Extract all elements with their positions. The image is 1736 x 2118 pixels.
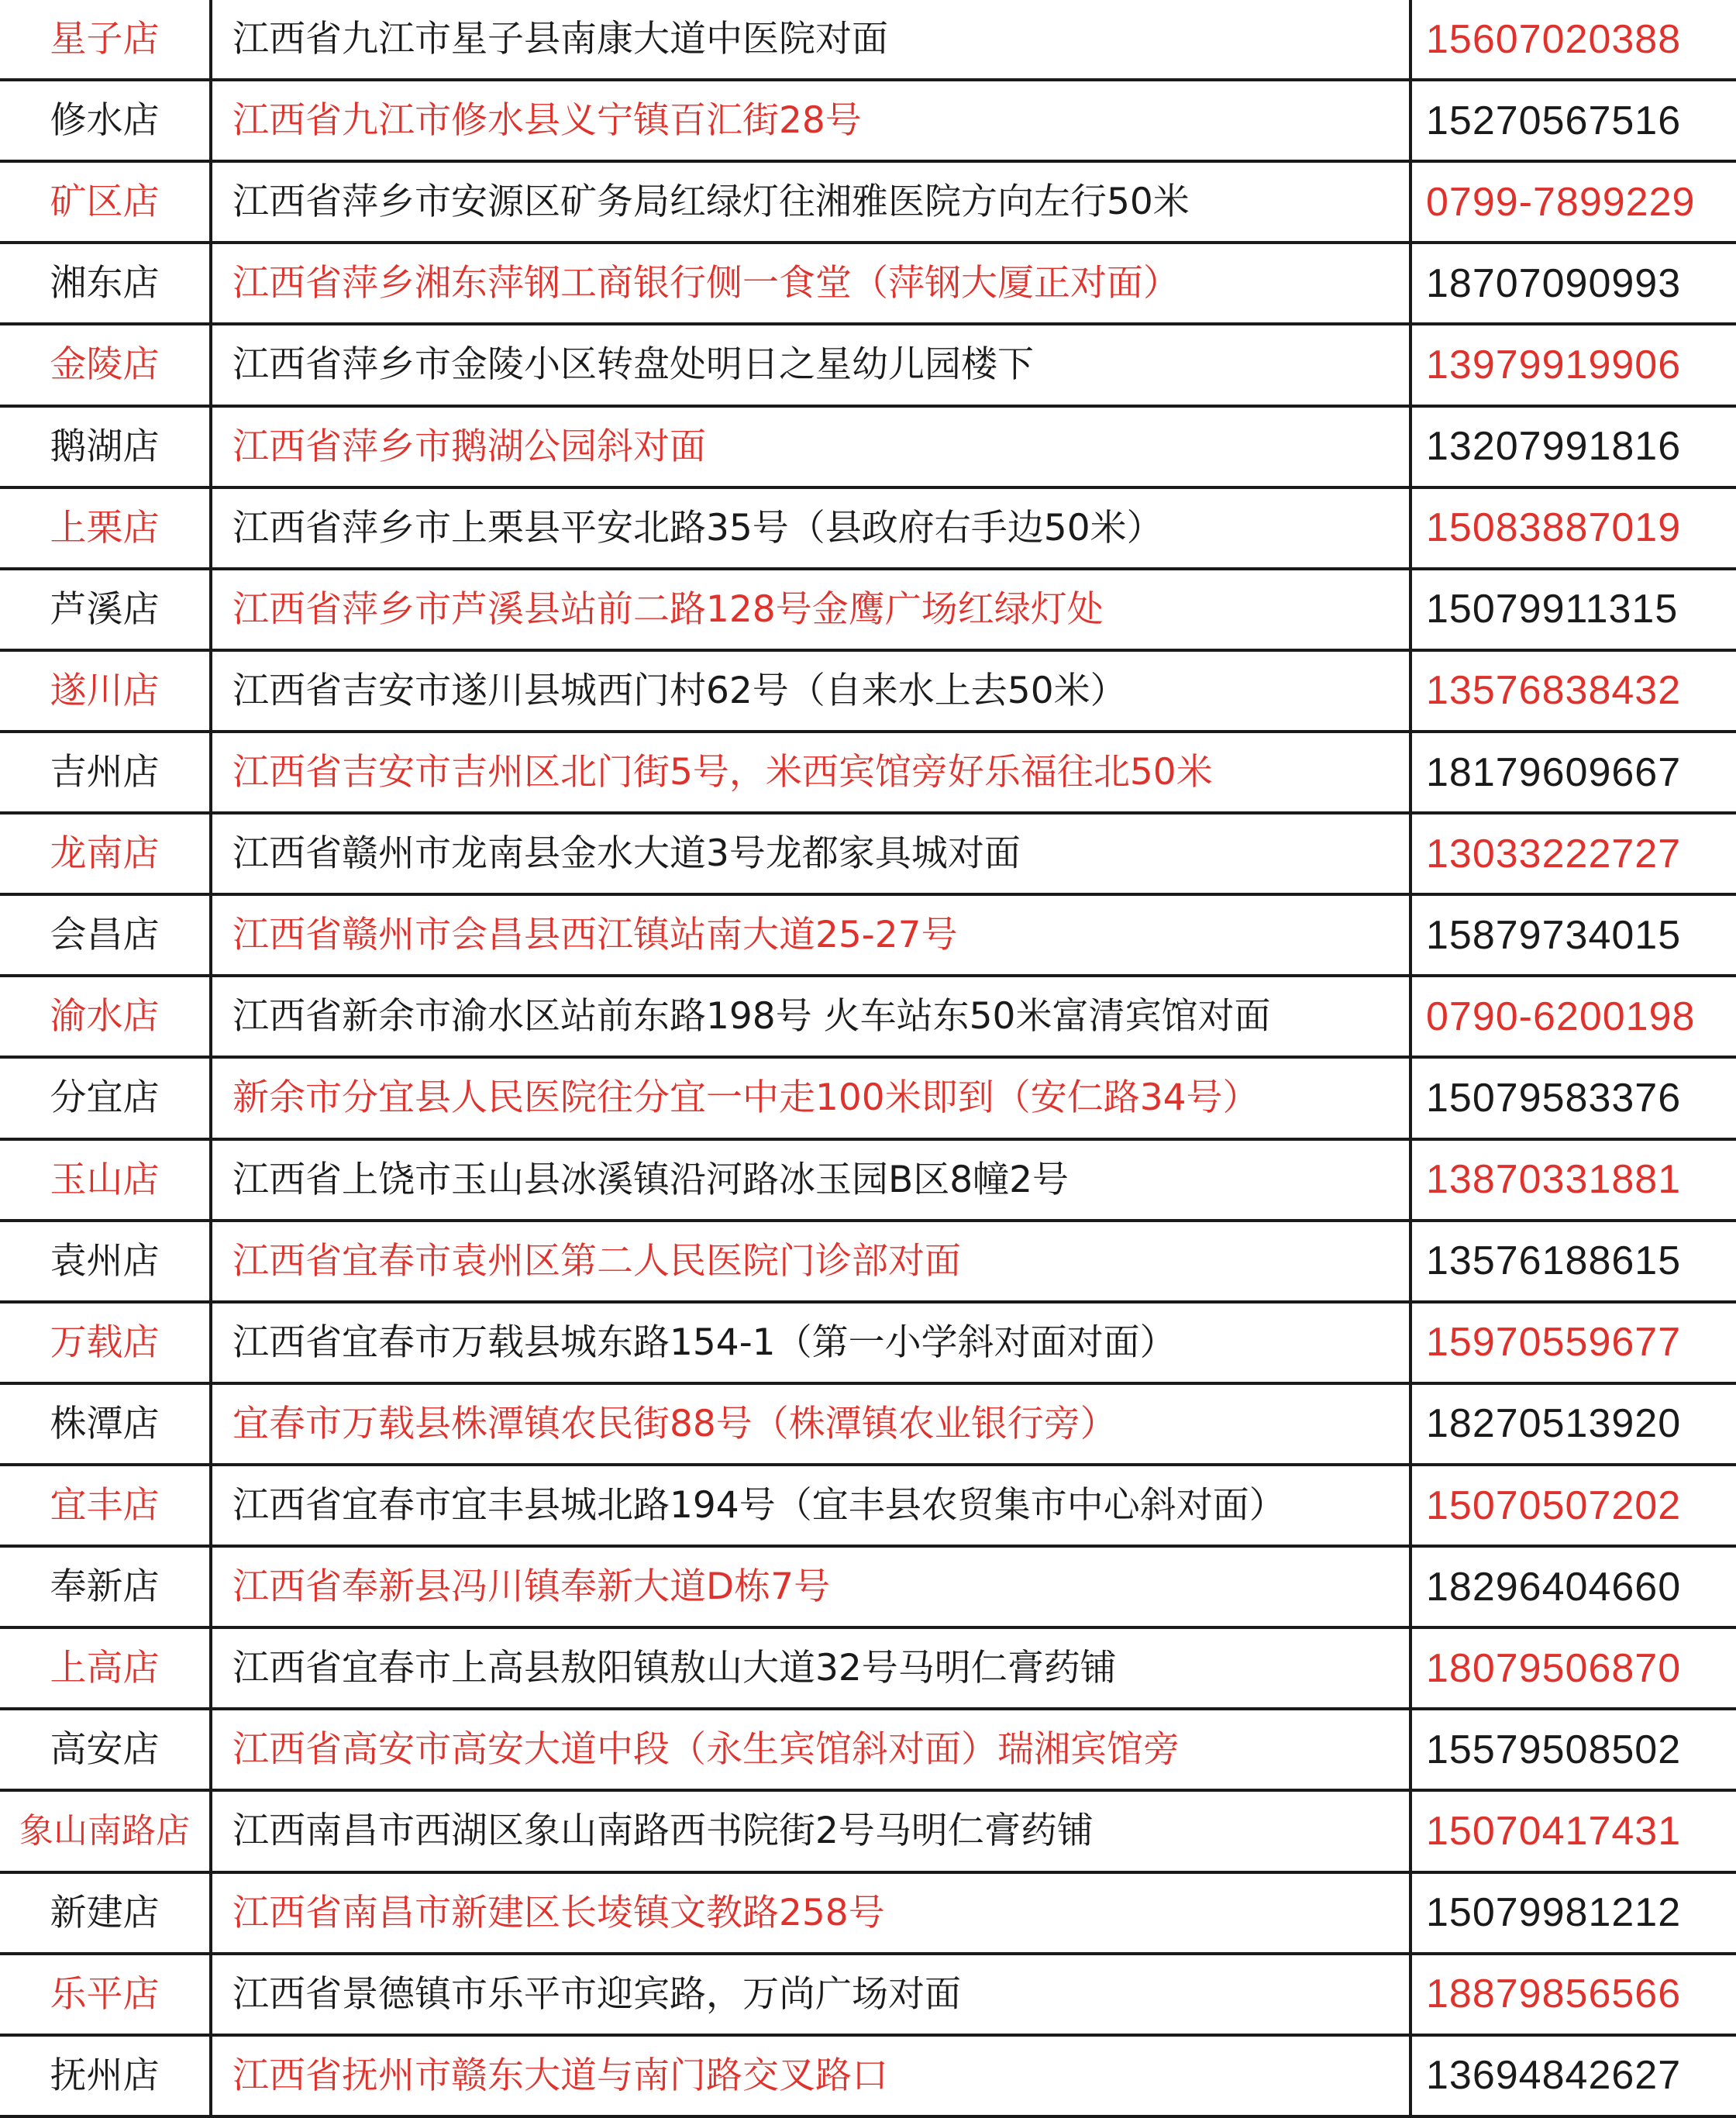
store-name: 修水店 <box>0 80 211 161</box>
store-name: 金陵店 <box>0 324 211 405</box>
table-row <box>0 1383 1736 1465</box>
store-phone: 13694842627 <box>1410 2035 1736 2116</box>
store-phone: 18079506870 <box>1410 1627 1736 1709</box>
table-row <box>0 894 1736 976</box>
table-row <box>0 569 1736 650</box>
store-address: 江西省宜春市宜丰县城北路194号（宜丰县农贸集市中心斜对面） <box>211 1465 1410 1546</box>
store-name: 玉山店 <box>0 1139 211 1221</box>
store-name: 新建店 <box>0 1872 211 1954</box>
store-name: 星子店 <box>0 0 211 80</box>
store-name: 芦溪店 <box>0 569 211 650</box>
table-row <box>0 1954 1736 2035</box>
store-phone: 18179609667 <box>1410 732 1736 813</box>
store-phone: 15607020388 <box>1410 0 1736 80</box>
store-address: 江西省吉安市遂川县城西门村62号（自来水上去50米） <box>211 650 1410 732</box>
store-name: 万载店 <box>0 1302 211 1383</box>
store-address: 江西省萍乡市安源区矿务局红绿灯往湘雅医院方向左行50米 <box>211 161 1410 243</box>
store-phone: 13033222727 <box>1410 813 1736 894</box>
table-row <box>0 1872 1736 1954</box>
store-address: 江西省吉安市吉州区北门街5号，米西宾馆旁好乐福往北50米 <box>211 732 1410 813</box>
store-address: 江西省景德镇市乐平市迎宾路，万尚广场对面 <box>211 1954 1410 2035</box>
store-phone: 15579508502 <box>1410 1709 1736 1790</box>
store-phone: 15079981212 <box>1410 1872 1736 1954</box>
store-name: 上栗店 <box>0 487 211 569</box>
table-row <box>0 324 1736 405</box>
store-name: 袁州店 <box>0 1221 211 1302</box>
store-address: 江西省萍乡湘东萍钢工商银行侧一食堂（萍钢大厦正对面） <box>211 243 1410 324</box>
store-name: 吉州店 <box>0 732 211 813</box>
store-name: 抚州店 <box>0 2035 211 2116</box>
store-address: 江西南昌市西湖区象山南路西书院街2号马明仁膏药铺 <box>211 1790 1410 1872</box>
store-name: 分宜店 <box>0 1057 211 1138</box>
store-name: 象山南路店 <box>0 1790 211 1872</box>
store-phone: 15070417431 <box>1410 1790 1736 1872</box>
store-address: 江西省宜春市上高县敖阳镇敖山大道32号马明仁膏药铺 <box>211 1627 1410 1709</box>
store-phone: 13870331881 <box>1410 1139 1736 1221</box>
store-address: 江西省九江市修水县义宁镇百汇街28号 <box>211 80 1410 161</box>
store-address: 江西省奉新县冯川镇奉新大道D栋7号 <box>211 1546 1410 1627</box>
store-phone: 13979919906 <box>1410 324 1736 405</box>
store-phone: 18296404660 <box>1410 1546 1736 1627</box>
table-row <box>0 487 1736 569</box>
store-name: 湘东店 <box>0 243 211 324</box>
table-row <box>0 2035 1736 2116</box>
store-phone: 15970559677 <box>1410 1302 1736 1383</box>
store-name: 上高店 <box>0 1627 211 1709</box>
store-phone: 15270567516 <box>1410 80 1736 161</box>
store-name: 高安店 <box>0 1709 211 1790</box>
table-row <box>0 406 1736 487</box>
store-phone: 0790-6200198 <box>1410 976 1736 1057</box>
table-row <box>0 813 1736 894</box>
store-name: 鹅湖店 <box>0 406 211 487</box>
table-row <box>0 976 1736 1057</box>
table-row <box>0 1139 1736 1221</box>
store-address: 江西省赣州市会昌县西江镇站南大道25-27号 <box>211 894 1410 976</box>
store-address: 江西省南昌市新建区长堎镇文教路258号 <box>211 1872 1410 1954</box>
store-phone: 15070507202 <box>1410 1465 1736 1546</box>
store-name: 株潭店 <box>0 1383 211 1465</box>
table-row <box>0 1057 1736 1138</box>
store-address: 江西省萍乡市鹅湖公园斜对面 <box>211 406 1410 487</box>
table-row <box>0 650 1736 732</box>
store-name: 会昌店 <box>0 894 211 976</box>
store-address: 江西省新余市渝水区站前东路198号 火车站东50米富清宾馆对面 <box>211 976 1410 1057</box>
store-phone: 13576188615 <box>1410 1221 1736 1302</box>
store-address: 江西省宜春市万载县城东路154-1（第一小学斜对面对面） <box>211 1302 1410 1383</box>
store-phone: 15879734015 <box>1410 894 1736 976</box>
table-row <box>0 161 1736 243</box>
store-address: 江西省赣州市龙南县金水大道3号龙都家具城对面 <box>211 813 1410 894</box>
store-phone: 13207991816 <box>1410 406 1736 487</box>
table-row <box>0 1709 1736 1790</box>
store-phone: 15079583376 <box>1410 1057 1736 1138</box>
store-phone: 15079911315 <box>1410 569 1736 650</box>
table-row <box>0 0 1736 80</box>
store-phone: 15083887019 <box>1410 487 1736 569</box>
store-address: 宜春市万载县株潭镇农民街88号（株潭镇农业银行旁） <box>211 1383 1410 1465</box>
table-row <box>0 1302 1736 1383</box>
store-address: 江西省萍乡市芦溪县站前二路128号金鹰广场红绿灯处 <box>211 569 1410 650</box>
store-address: 江西省高安市高安大道中段（永生宾馆斜对面）瑞湘宾馆旁 <box>211 1709 1410 1790</box>
store-address: 江西省上饶市玉山县冰溪镇沿河路冰玉园B区8幢2号 <box>211 1139 1410 1221</box>
table-row <box>0 732 1736 813</box>
store-address: 江西省萍乡市上栗县平安北路35号（县政府右手边50米） <box>211 487 1410 569</box>
table-row <box>0 1546 1736 1627</box>
store-name: 遂川店 <box>0 650 211 732</box>
store-name: 渝水店 <box>0 976 211 1057</box>
store-name: 龙南店 <box>0 813 211 894</box>
store-name: 乐平店 <box>0 1954 211 2035</box>
store-phone: 18707090993 <box>1410 243 1736 324</box>
store-address: 江西省九江市星子县南康大道中医院对面 <box>211 0 1410 80</box>
store-name: 奉新店 <box>0 1546 211 1627</box>
store-phone: 18270513920 <box>1410 1383 1736 1465</box>
table-row <box>0 1465 1736 1546</box>
store-phone: 0799-7899229 <box>1410 161 1736 243</box>
table-row <box>0 1790 1736 1872</box>
store-phone: 13576838432 <box>1410 650 1736 732</box>
table-row <box>0 80 1736 161</box>
store-address: 江西省抚州市赣东大道与南门路交叉路口 <box>211 2035 1410 2116</box>
store-address: 江西省萍乡市金陵小区转盘处明日之星幼儿园楼下 <box>211 324 1410 405</box>
store-name: 矿区店 <box>0 161 211 243</box>
store-phone: 18879856566 <box>1410 1954 1736 2035</box>
store-address: 江西省宜春市袁州区第二人民医院门诊部对面 <box>211 1221 1410 1302</box>
table-row <box>0 1627 1736 1709</box>
store-name: 宜丰店 <box>0 1465 211 1546</box>
store-address: 新余市分宜县人民医院往分宜一中走100米即到（安仁路34号） <box>211 1057 1410 1138</box>
table-row <box>0 243 1736 324</box>
table-row <box>0 1221 1736 1302</box>
